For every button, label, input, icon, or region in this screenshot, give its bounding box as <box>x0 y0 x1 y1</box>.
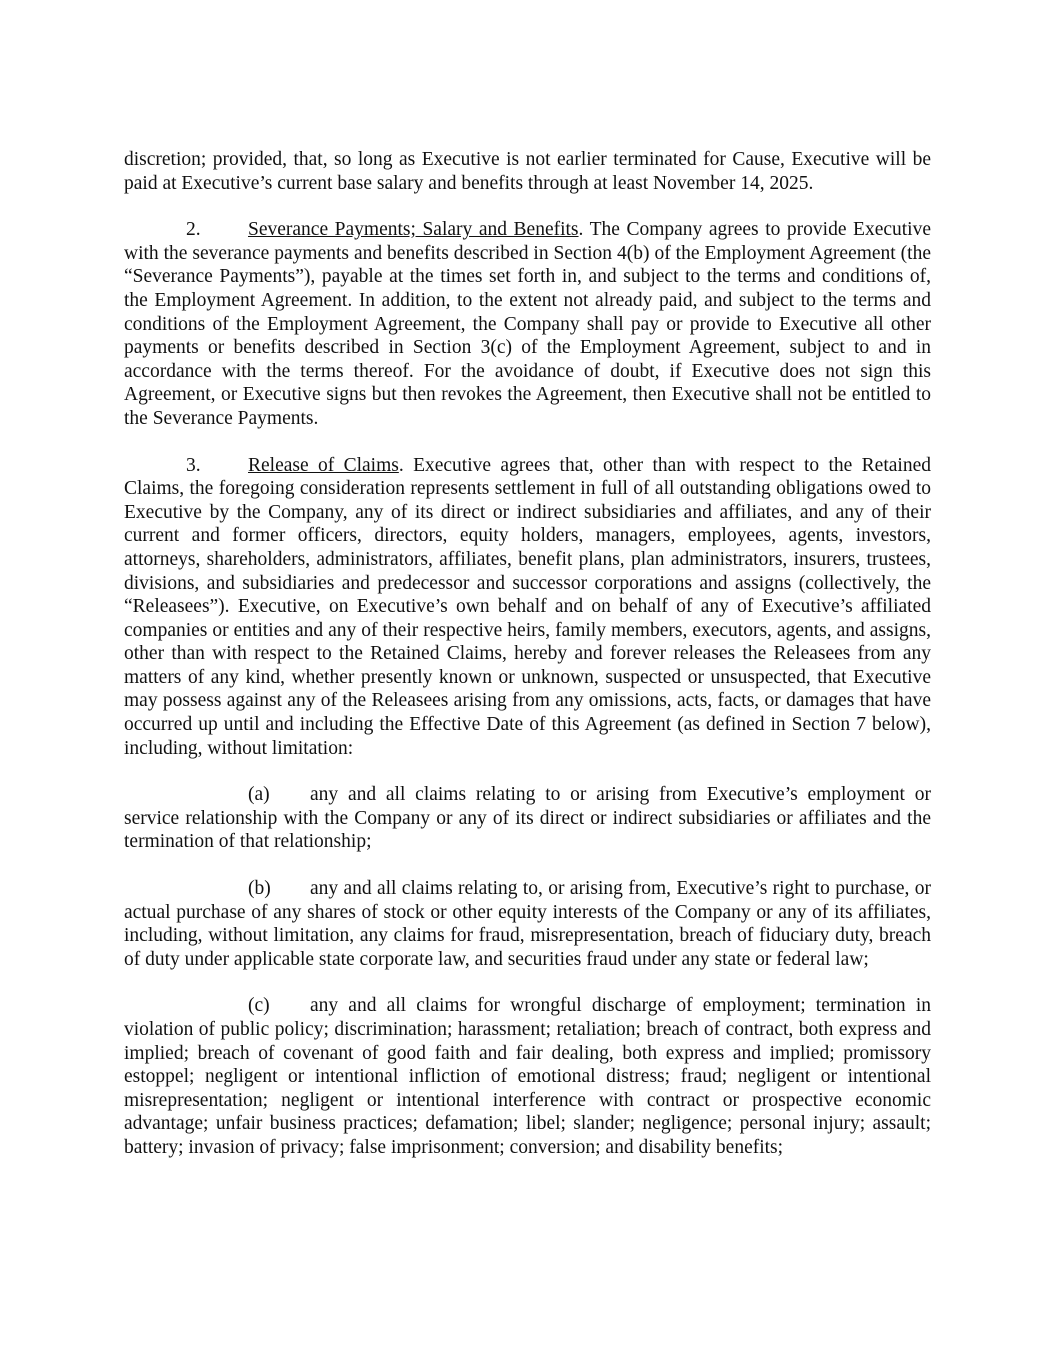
intro-paragraph-text: discretion; provided, that, so long as Executive is not earlier terminated for Cause, Executive will be paid at Executive’s current base salary and benefits through at least November 14, 2025. <box>124 149 931 194</box>
intro-paragraph <box>124 148 931 195</box>
clause-a-label: (a) <box>248 784 270 806</box>
clause-b-paragraph <box>124 877 931 971</box>
clause-b-text: any and all claims relating to, or arising from, Executive’s right to purchase, or actual purchase of any shares of stock or other equity interests of the Company or any of its affiliates, including, without limitation, any claims for fraud, misrepresentation, breach of fiduciary duty, breach of duty under applicable state corporate law, and securities fraud under any state or federal law; <box>124 878 931 970</box>
section-3-paragraph <box>124 454 931 761</box>
clause-a-paragraph <box>124 783 931 854</box>
section-2-number: 2. <box>186 219 201 241</box>
clause-c-label: (c) <box>248 995 270 1017</box>
clause-c-text: any and all claims for wrongful discharge of employment; termination in violation of public policy; discrimination; harassment; retaliation; breach of contract, both express and implied; breach of covenant of good faith and fair dealing, both express and implied; promissory estoppel; negligent or intentional infliction of emotional distress; fraud; negligent or intentional misrepresentation; negligent or intentional interference with contract or prospective economic advantage; unfair business practices; defamation; libel; slander; negligence; personal injury; assault; battery; invasion of privacy; false imprisonment; conversion; and disability benefits; <box>124 995 931 1158</box>
clause-b-label: (b) <box>248 878 271 900</box>
section-2-heading: Severance Payments; Salary and Benefits <box>248 219 579 241</box>
section-3-number: 3. <box>186 454 201 476</box>
document-page <box>124 148 931 1160</box>
section-3-heading: Release of Claims <box>248 454 399 476</box>
clause-a-text: any and all claims relating to or arising from Executive’s employment or service relationship with the Company or any of its direct or indirect subsidiaries or affiliates and the termination of that relationship; <box>124 784 931 853</box>
section-2-paragraph <box>124 218 931 430</box>
section-2-body: . The Company agrees to provide Executive with the severance payments and benefits described in Section 4(b) of the Employment Agreement (the “Severance Payments”), payable at the times set forth in, and subject to the terms and conditions of, the Employment Agreement. In addition, to the extent not already paid, and subject to the terms and conditions of the Employment Agreement, the Company shall pay or provide to Executive all other payments or benefits described in Section 3(c) of the Employment Agreement, subject to and in accordance with the terms thereof. For the avoidance of doubt, if Executive does not sign this Agreement, or Executive signs but then revokes the Agreement, then Executive shall not be entitled to the Severance Payments. <box>124 219 931 429</box>
clause-c-paragraph <box>124 994 931 1159</box>
section-3-body: . Executive agrees that, other than with respect to the Retained Claims, the foregoing consideration represents settlement in full of all outstanding obligations owed to Executive by the Company, any of its direct or indirect subsidiaries and affiliates, and any of their current and former officers, directors, equity holders, managers, employees, agents, investors, attorneys, shareholders, administrators, affiliates, benefit plans, plan administrators, insurers, trustees, divisions, and subsidiaries and predecessor and successor corporations and assigns (collectively, the “Releasees”). Executive, on Executive’s own behalf and on behalf of any of Executive’s affiliated companies or entities and any of their respective heirs, family members, executors, agents, and assigns, other than with respect to the Retained Claims, hereby and forever releases the Releasees from any matters of any kind, whether presently known or unknown, suspected or unsuspected, that Executive may possess against any of the Releasees arising from any omissions, acts, facts, or damages that have occurred up until and including the Effective Date of this Agreement (as defined in Section 7 below), including, without limitation: <box>124 454 931 759</box>
